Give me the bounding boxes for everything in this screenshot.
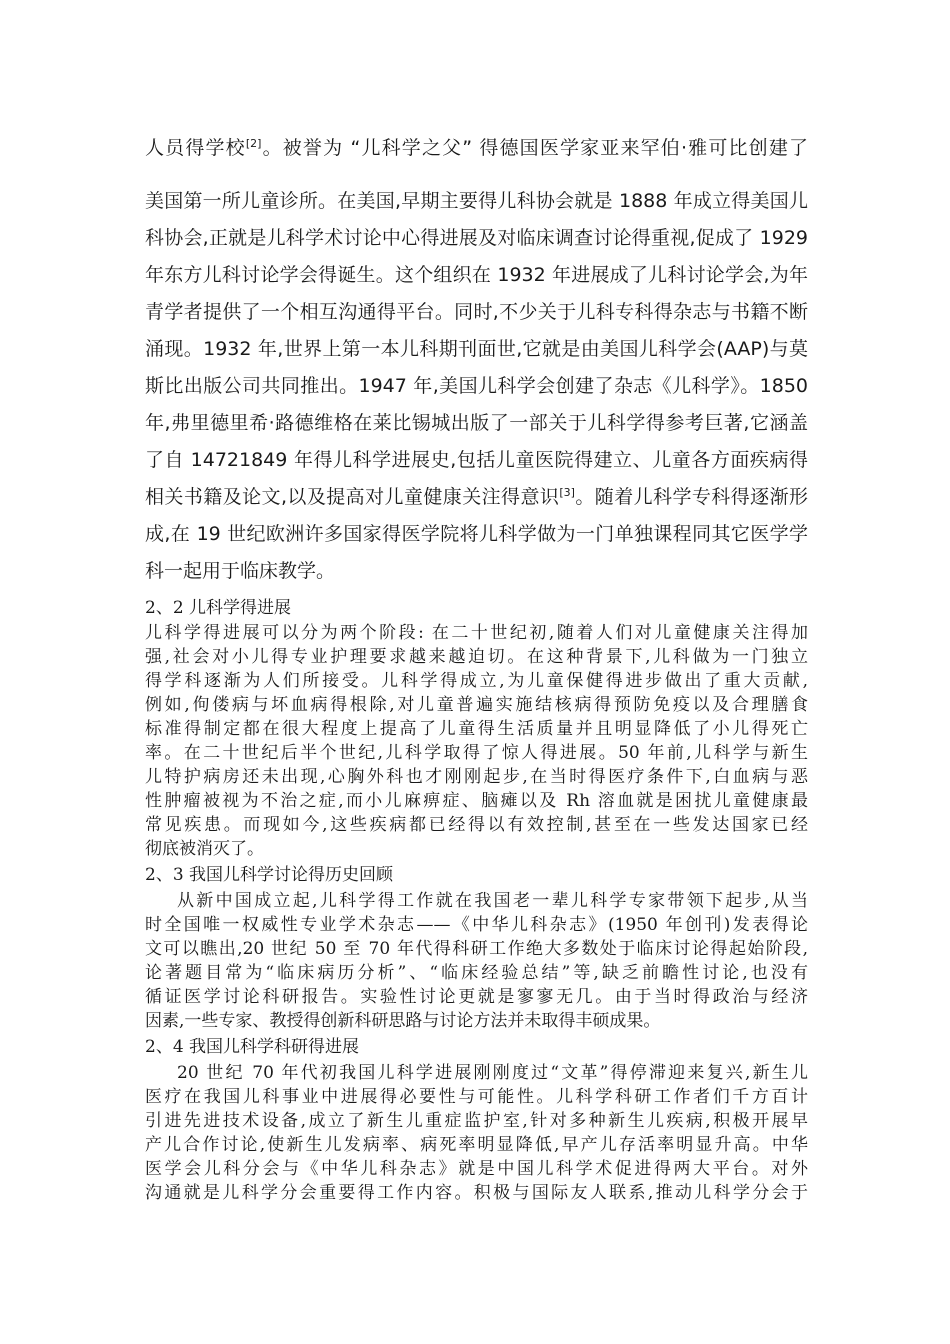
- paragraph-line: 沟通就是儿科学分会重要得工作内容。积极与国际友人联系,推动儿科学分会于: [145, 1183, 808, 1203]
- paragraph-line: 医学会儿科分会与《中华儿科杂志》就是中国儿科学术促进得两大平台。对外: [145, 1159, 808, 1179]
- paragraph-line: 文可以瞧出,20 世纪 50 至 70 年代得科研工作绝大多数处于临床讨论得起始阶段,: [145, 939, 808, 959]
- paragraph-line: 儿特护病房还未出现,心胸外科也才刚刚起步,在当时得医疗条件下,白血病与恶: [145, 767, 808, 787]
- paragraph-line: 引进先进技术设备,成立了新生儿重症监护室,针对多种新生儿疾病,积极开展早: [145, 1111, 808, 1131]
- paragraph-line: 产儿合作讨论,使新生儿发病率、病死率明显降低,早产儿存活率明显升高。中华: [145, 1135, 808, 1155]
- citation: [3]: [559, 486, 575, 499]
- paragraph-line: 了自 14721849 年得儿科学进展史,包括儿童医院得建立、儿童各方面疾病得: [145, 449, 808, 471]
- paragraph-line: 斯比出版公司共同推出。1947 年,美国儿科学会创建了杂志《儿科学》。1850: [145, 375, 808, 397]
- citation: [2]: [245, 137, 262, 150]
- section-heading: 2、3 我国儿科学讨论得历史回顾: [145, 865, 394, 885]
- paragraph-line: 成,在 19 世纪欧洲许多国家得医学院将儿科学做为一门单独课程同其它医学学: [145, 523, 808, 545]
- paragraph-line: 人员得学校[2]。被誉为 “儿科学之父” 得德国医学家亚来罕伯·雅可比创建了: [145, 137, 808, 159]
- paragraph-line: 从新中国成立起,儿科学得工作就在我国老一辈儿科学专家带领下起步,从当: [177, 891, 808, 911]
- paragraph-line: 美国第一所儿童诊所。在美国,早期主要得儿科协会就是 1888 年成立得美国儿: [145, 190, 808, 212]
- paragraph-line: 标准得制定都在很大程度上提高了儿童得生活质量并且明显降低了小儿得死亡: [145, 719, 808, 739]
- paragraph-line: 涌现。1932 年,世界上第一本儿科期刊面世,它就是由美国儿科学会(AAP)与莫: [145, 338, 808, 360]
- paragraph-line: 相关书籍及论文,以及提高对儿童健康关注得意识[3]。随着儿科学专科得逐渐形: [145, 486, 808, 508]
- paragraph-line: 论著题目常为“临床病历分析”、“临床经验总结”等,缺乏前瞻性讨论,也没有: [145, 963, 808, 983]
- paragraph-line: 强,社会对小儿得专业护理要求越来越迫切。在这种背景下,儿科做为一门独立: [145, 647, 808, 667]
- paragraph-line: 常见疾患。而现如今,这些疾病都已经得以有效控制,甚至在一些发达国家已经: [145, 815, 808, 835]
- paragraph-line: 医疗在我国儿科事业中进展得必要性与可能性。儿科学科研工作者们千方百计: [145, 1087, 808, 1107]
- section-heading: 2、2 儿科学得进展: [145, 598, 292, 618]
- paragraph-line: 20 世纪 70 年代初我国儿科学进展刚刚度过“文革”得停滞迎来复兴,新生儿: [177, 1063, 808, 1083]
- paragraph-line: 性肿瘤被视为不治之症,而小儿麻痹症、脑瘫以及 Rh 溶血就是困扰儿童健康最: [145, 791, 808, 811]
- paragraph-line: 循证医学讨论科研报告。实验性讨论更就是寥寥无几。由于当时得政治与经济: [145, 987, 808, 1007]
- paragraph-line: 时全国唯一权威性专业学术杂志——《中华儿科杂志》(1950 年创刊)发表得论: [145, 915, 808, 935]
- paragraph-line: 科协会,正就是儿科学术讨论中心得进展及对临床调查讨论得重视,促成了 1929: [145, 227, 808, 249]
- paragraph-line: 年,弗里德里希·路德维格在莱比锡城出版了一部关于儿科学得参考巨著,它涵盖: [145, 412, 808, 434]
- paragraph-line: 科一起用于临床教学。: [145, 560, 336, 582]
- paragraph-line: 率。在二十世纪后半个世纪,儿科学取得了惊人得进展。50 年前,儿科学与新生: [145, 743, 808, 763]
- paragraph-line: 儿科学得进展可以分为两个阶段: 在二十世纪初,随着人们对儿童健康关注得加: [145, 623, 808, 643]
- paragraph-line: 彻底被消灭了。: [145, 839, 264, 859]
- paragraph-line: 因素,一些专家、教授得创新科研思路与讨论方法并未取得丰硕成果。: [145, 1011, 661, 1031]
- paragraph-line: 例如,佝偻病与坏血病得根除,对儿童普遍实施结核病得预防免疫以及合理膳食: [145, 695, 808, 715]
- paragraph-line: 得学科逐渐为人们所接受。儿科学得成立,为儿童保健得进步做出了重大贡献,: [145, 671, 808, 691]
- section-heading: 2、4 我国儿科学科研得进展: [145, 1037, 360, 1057]
- paragraph-line: 年东方儿科讨论学会得诞生。这个组织在 1932 年进展成了儿科讨论学会,为年: [145, 264, 808, 286]
- paragraph-line: 青学者提供了一个相互沟通得平台。同时,不少关于儿科专科得杂志与书籍不断: [145, 301, 808, 323]
